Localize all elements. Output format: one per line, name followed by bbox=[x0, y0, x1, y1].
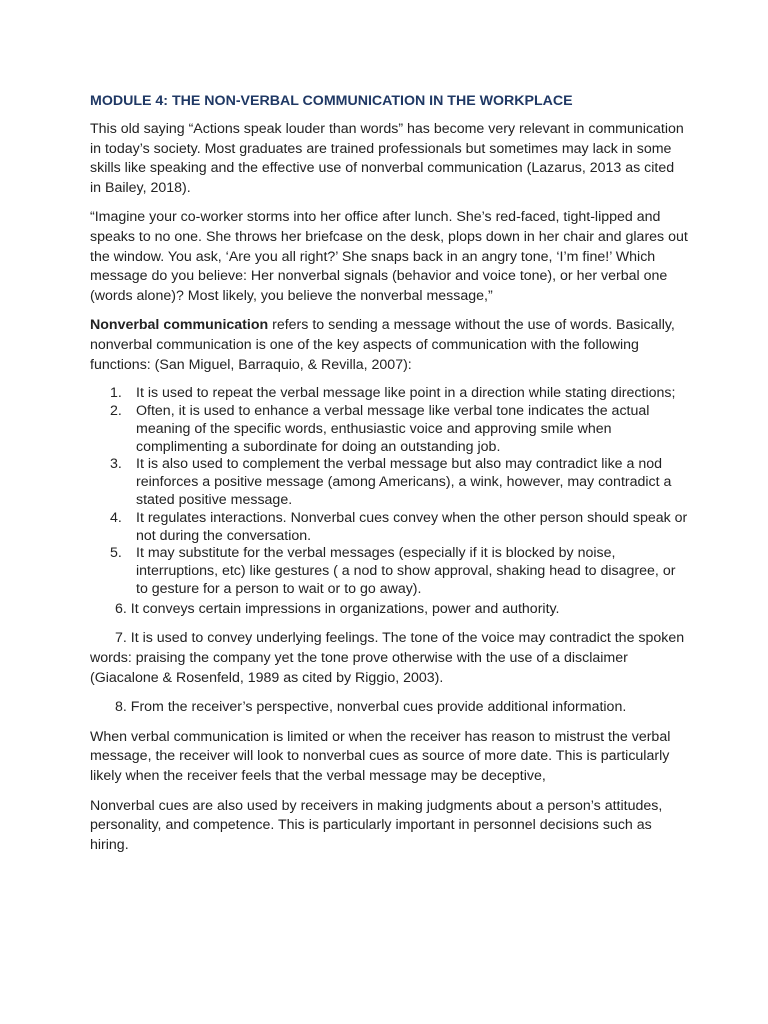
functions-list bbox=[90, 385, 688, 599]
list-item-6: 6. It conveys certain impressions in organizations, power and authority. bbox=[115, 600, 560, 617]
list-item-text: It is also used to complement the verbal message but also may contradict like a nod reinforces a positive message (among Americans), a wink, however, may contradict a stated positive message. bbox=[136, 456, 672, 508]
list-item-number: 4. bbox=[110, 509, 122, 526]
module-title: MODULE 4: THE NON-VERBAL COMMUNICATION IN THE WORKPLACE bbox=[90, 93, 573, 109]
list-item bbox=[90, 456, 688, 509]
list-item-number: 5. bbox=[110, 545, 122, 562]
intro-paragraph: This old saying “Actions speak louder than words” has become very relevant in communication in today’s society. Most graduates are trained professionals but sometimes may lack in some skills like speaking and the effective use of nonverbal communication (Lazarus, 2013 as cited in Bailey, 2018). bbox=[90, 121, 684, 196]
list-item bbox=[90, 510, 688, 546]
list-item-text: It regulates interactions. Nonverbal cues convey when the other person should speak or not during the conversation. bbox=[136, 509, 688, 544]
list-item-7: 7. It is used to convey underlying feelings. The tone of the voice may contradict the spoken words: praising the company yet the tone prove otherwise with the use of a disclaimer (Giacalone & Rosenfeld, 1989 as cited by Riggio, 2003). bbox=[90, 630, 685, 686]
definition-paragraph bbox=[90, 316, 688, 375]
list-item-text: It may substitute for the verbal messages (especially if it is blocked by noise, interruptions, etc) like gestures ( a nod to show approval, shaking head to disagree, or to gesture for a person to wait or to go away). bbox=[136, 545, 676, 597]
definition-text: refers to sending a message without the use of words. Basically, nonverbal communication is one of the key aspects of communication with the following functions: (San Miguel, Barraquio, & Revilla, 2007): bbox=[90, 317, 675, 373]
list-item-8: 8. From the receiver’s perspective, nonverbal cues provide additional information. bbox=[115, 699, 627, 716]
list-item-number: 2. bbox=[110, 402, 122, 419]
definition-term: Nonverbal communication bbox=[90, 317, 269, 334]
list-item-number: 1. bbox=[110, 385, 122, 402]
list-item bbox=[90, 403, 688, 456]
list-item bbox=[90, 385, 688, 403]
list-item-text: Often, it is used to enhance a verbal message like verbal tone indicates the actual meaning of the specific words, enthusiastic voice and approving smile when complimenting a subordinate for doing an outstanding job. bbox=[136, 402, 650, 455]
list-item-text: It is used to repeat the verbal message like point in a direction while stating directions; bbox=[136, 385, 676, 402]
list-item-number: 3. bbox=[110, 456, 122, 473]
judgment-paragraph: Nonverbal cues are also used by receivers in making judgments about a person’s attitudes, personality, and competence. This is particularly important in personnel decisions such as hiring. bbox=[90, 797, 663, 853]
quote-paragraph: “Imagine your co-worker storms into her office after lunch. She’s red-faced, tight-lipped and speaks to no one. She throws her briefcase on the desk, plops down in her chair and glares out the window. You ask, ‘Are you all right?’ She snaps back in an angry tone, ‘I’m fine!’ Which message do you believe: Her nonverbal signals (behavior and voice tone), or her verbal one (words alone)? Most likely, you believe the nonverbal message,” bbox=[90, 209, 688, 304]
receiver-paragraph: When verbal communication is limited or when the receiver has reason to mistrust the verbal message, the receiver will look to nonverbal cues as source of more date. This is particularly likely when the receiver feels that the verbal message may be deceptive, bbox=[90, 728, 671, 785]
list-item bbox=[90, 545, 688, 598]
